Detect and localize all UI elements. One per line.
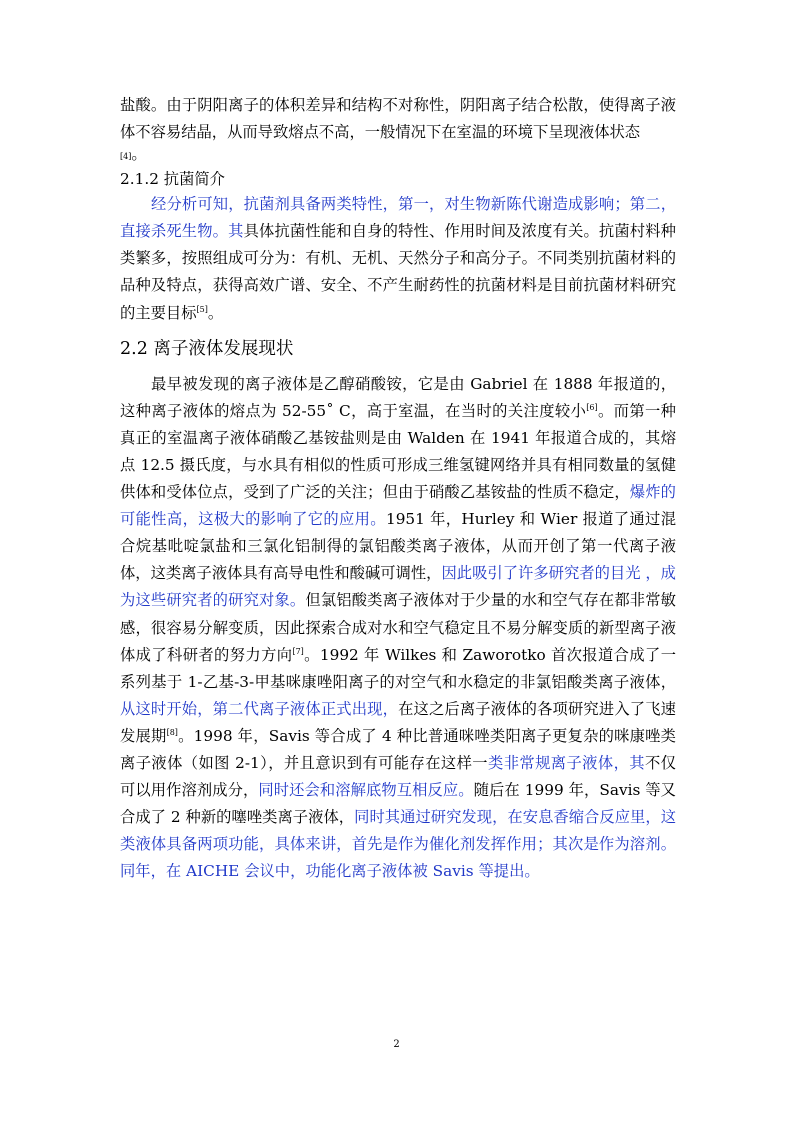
p3-text-2: 。而第一种真正的室温离子液体硝酸乙基铵盐则是由 Walden 在 1941 年报道合成的，其熔点 12.5 摄氏度，与水具有相似的性质可形成三维氢键网络并具有相同数量的氢健供体和受体位点，受到了广泛的关注；但由于硝酸乙基铵盐的性质不稳定， [120, 401, 676, 502]
p3-text-3: 1951 年，Hurley 和 Wier 报道了通过混合烷基吡啶氯盐和三氯化铝制得的氯铝酸类离子液体，从而开创了第一代离子液体，这类离子液体具有高导电性和酸碱可调性， [120, 510, 676, 583]
p3-text-7: 。1998 年，Savis 等合成了 4 种比普通咪唑类阳离子更复杂的咪康唑类离子液体（如图 2-1），并且意识到有可能存在这样一 [120, 726, 676, 772]
p3-highlight-2: 因此吸引了许多研究者的目光 ，成为这些研究者的研究对象。 [120, 564, 676, 610]
paragraph-2-end: 。 [207, 303, 224, 322]
paragraph-2-text: 具体抗菌性能和自身的特性、作用时间及浓度有关。抗菌村料种类繁多，按照组成可分为：有机、无机、天然分子和高分子。不同类别抗菌材料的品种及特点，获得高效广谱、安全、不产生耐药性的抗菌材料是目前抗菌材料研究的主要目标 [120, 222, 676, 322]
citation-7: [7] [292, 646, 304, 656]
p3-text-6: 在这之后离子液体的各项研究进入了飞速发展期 [120, 699, 676, 745]
paragraph-1 [120, 92, 676, 146]
p3-highlight-3: 从这时开始，第二代离子液体正式出现， [120, 699, 399, 718]
p3-highlight-4: 类非常规离子液体，其 [488, 753, 645, 772]
page-number: 2 [393, 1039, 400, 1050]
p3-text-8: 不仅可以用作溶剂成分， [120, 753, 676, 800]
citation-4: [4] [120, 152, 132, 162]
p3-text-5: 。1992 年 Wilkes 和 Zaworotko 首次报道合成了一系列基于 1-乙基-3-甲基咪康唑阳离子的对空气和水稳定的非氯铝酸类离子液体， [120, 645, 676, 691]
citation-5: [5] [196, 304, 208, 314]
paragraph-1-line-1: 盐酸。由于阴阳离子的体积差异和结构不对称性，阴阳离子结合松散，使得离子 [120, 96, 661, 114]
p3-highlight-6: 同时其通过研究发现，在安息香缩合反应里，这类液体具备两项功能，具体来讲，首先是作为催化剂发挥作用；其次是作为溶剂。同年，在 AICHE 会议中，功能化离子液体被 Savis 等提出。 [120, 808, 676, 881]
paragraph-1-end: 。 [131, 145, 147, 164]
p3-text-4: 但氯铝酸类离子液体对于少量的水和空气存在都非常敏感，很容易分解变质，因此探索合成对水和空气稳定且不易分解变质的新型离子液体成了科研者的努力方向 [120, 591, 676, 664]
p3-text-9: 随后在 1999 年，Savis 等又合成了 2 种新的噻唑类离子液体， [120, 781, 676, 827]
section-2-2-heading: 2.2 离子液体发展现状 [120, 338, 294, 359]
p3-text-1: 最早被发现的离子液体是乙醇硝酸铵，它是由 Gabriel 在 1888 年报道的，这种离子液体的熔点为 52-55˚ C，高于室温，在当时的关注度较小 [120, 374, 676, 420]
paragraph-3 [120, 371, 676, 886]
document-page [120, 92, 676, 885]
paragraph-2 [120, 191, 676, 326]
paragraph-1-line-2: 液体不容易结晶，从而导致熔点不高，一般情况下在室温的环境下呈现液体状态 [120, 96, 676, 142]
section-2-1-2-heading: 2.1.2 抗菌简介 [120, 170, 225, 189]
citation-6: [6] [586, 402, 598, 412]
citation-8: [8] [166, 727, 178, 737]
paragraph-1-citation [120, 146, 676, 165]
p3-highlight-1: 爆炸的可能性高，这极大的影响了它的应用。 [120, 483, 676, 529]
p3-highlight-5: 同时还会和溶解底物互相反应。 [258, 781, 474, 800]
paragraph-2-highlight: 经分析可知，抗菌剂具备两类特性，第一，对生物新陈代谢造成影响；第二，直接杀死生物。其 [120, 195, 676, 241]
